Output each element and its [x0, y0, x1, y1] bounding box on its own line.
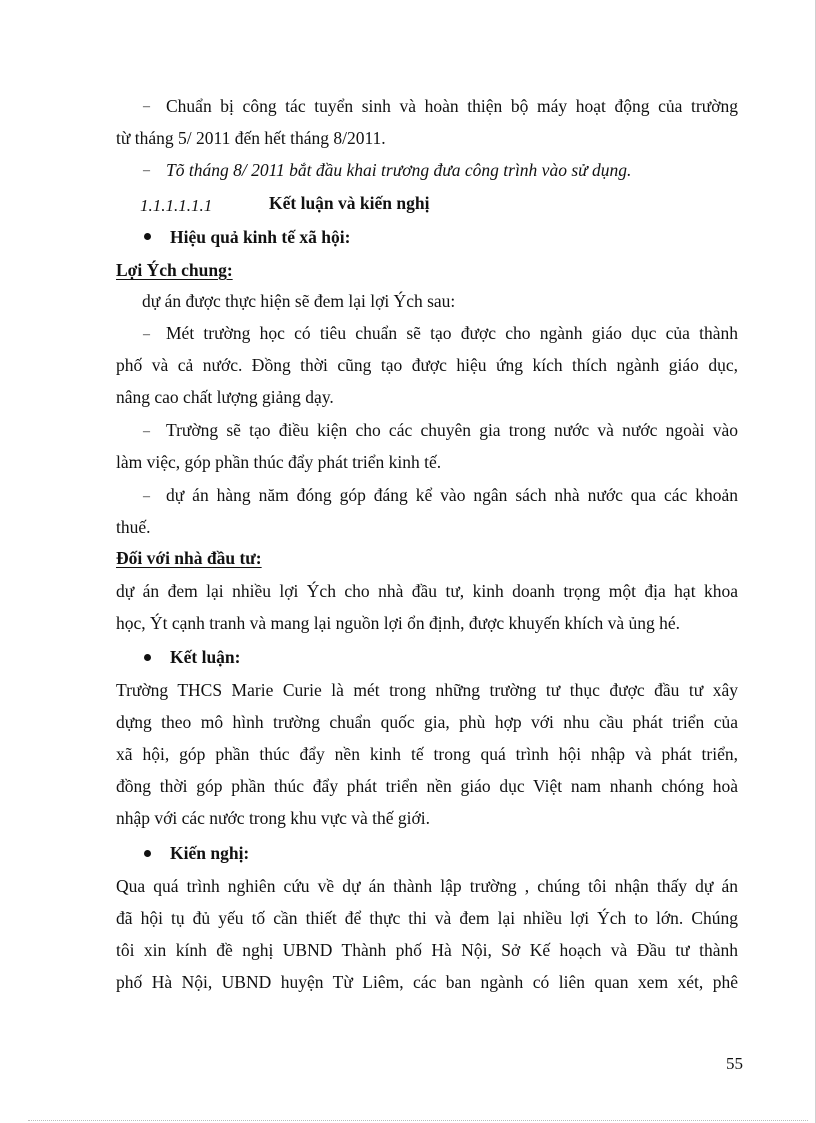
paragraph-line: từ tháng 5/ 2011 đến hết tháng 8/2011.	[116, 128, 386, 148]
paragraph-line: làm việc, góp phần thúc đẩy phát triển kinh tế.	[116, 452, 442, 472]
dash-marker: –	[143, 424, 150, 439]
paragraph-line: dự án đem lại nhiều lợi Ých cho nhà đầu tư, kinh doanh trọng một địa hạt khoa	[116, 581, 738, 601]
paragraph-line: phố và cả nước. Đồng thời cũng tạo được hiệu ứng kích thích ngành giáo dục,	[116, 355, 738, 375]
dash-marker: –	[143, 327, 150, 342]
paragraph-line: dựng theo mô hình trường chuẩn quốc gia, phù hợp với nhu cầu phát triển của	[116, 712, 738, 732]
paragraph-line: dự án hàng năm đóng góp đáng kể vào ngân sách nhà nước qua các khoản	[166, 485, 738, 505]
paragraph-line: Mét trường học có tiêu chuẩn sẽ tạo được cho ngành giáo dục của thành	[166, 323, 738, 343]
paragraph-line: Trường THCS Marie Curie là mét trong những trường tư thục được đầu tư xây	[116, 680, 738, 700]
dash-marker: –	[143, 99, 150, 114]
paragraph-line: phố Hà Nội, UBND huyện Từ Liêm, các ban ngành có liên quan xem xét, phê	[116, 972, 738, 992]
paragraph-line: thuế.	[116, 517, 151, 537]
page-number: 55	[726, 1054, 743, 1073]
paragraph-line: học, Ýt cạnh tranh và mang lại nguồn lợi ổn định, được khuyến khích và ủng hé.	[116, 613, 681, 633]
bullet-heading: Hiệu quả kinh tế xã hội:	[170, 227, 351, 247]
bullet-heading: Kết luận:	[170, 647, 241, 667]
heading-number: 1.1.1.1.1.1	[140, 196, 213, 215]
paragraph-line: Qua quá trình nghiên cứu về dự án thành lập trường , chúng tôi nhận thấy dự án	[116, 876, 738, 896]
paragraph-line: Chuẩn bị công tác tuyển sinh và hoàn thiện bộ máy hoạt động của trường	[166, 96, 738, 116]
dash-marker: –	[143, 489, 150, 504]
bullet-icon	[144, 233, 151, 240]
bullet-icon	[144, 654, 151, 661]
paragraph-line: đã hội tụ đủ yếu tố cần thiết để thực thi và đem lại nhiều lợi Ých to lớn. Chúng	[116, 908, 738, 928]
paragraph-line: nâng cao chất lượng giảng dạy.	[116, 387, 334, 407]
paragraph-line: nhập với các nước trong khu vực và thế giới.	[116, 808, 431, 828]
page-bottom-rule	[28, 1120, 808, 1121]
paragraph-line: xã hội, góp phần thúc đẩy nền kinh tế trong quá trình hội nhập và phát triển,	[116, 744, 738, 764]
dash-marker: –	[143, 163, 150, 178]
subheading: Lợi Ých chung:	[116, 260, 233, 280]
paragraph-line: Tõ tháng 8/ 2011 bắt đầu khai trương đưa công trình vào sử dụng.	[166, 160, 632, 180]
paragraph-line: dự án được thực hiện sẽ đem lại lợi Ých sau:	[142, 291, 456, 311]
section-heading: Kết luận và kiến nghị	[269, 193, 430, 213]
bullet-heading: Kiến nghị:	[170, 843, 250, 863]
paragraph-line: tôi xin kính đề nghị UBND Thành phố Hà Nội, Sở Kế hoạch và Đầu tư thành	[116, 940, 738, 960]
paragraph-line: Trường sẽ tạo điều kiện cho các chuyên gia trong nước và nước ngoài vào	[166, 420, 738, 440]
bullet-icon	[144, 850, 151, 857]
subheading: Đối với nhà đầu tư:	[116, 548, 262, 568]
paragraph-line: đồng thời góp phần thúc đẩy phát triển nền giáo dục Việt nam nhanh chóng hoà	[116, 776, 738, 796]
